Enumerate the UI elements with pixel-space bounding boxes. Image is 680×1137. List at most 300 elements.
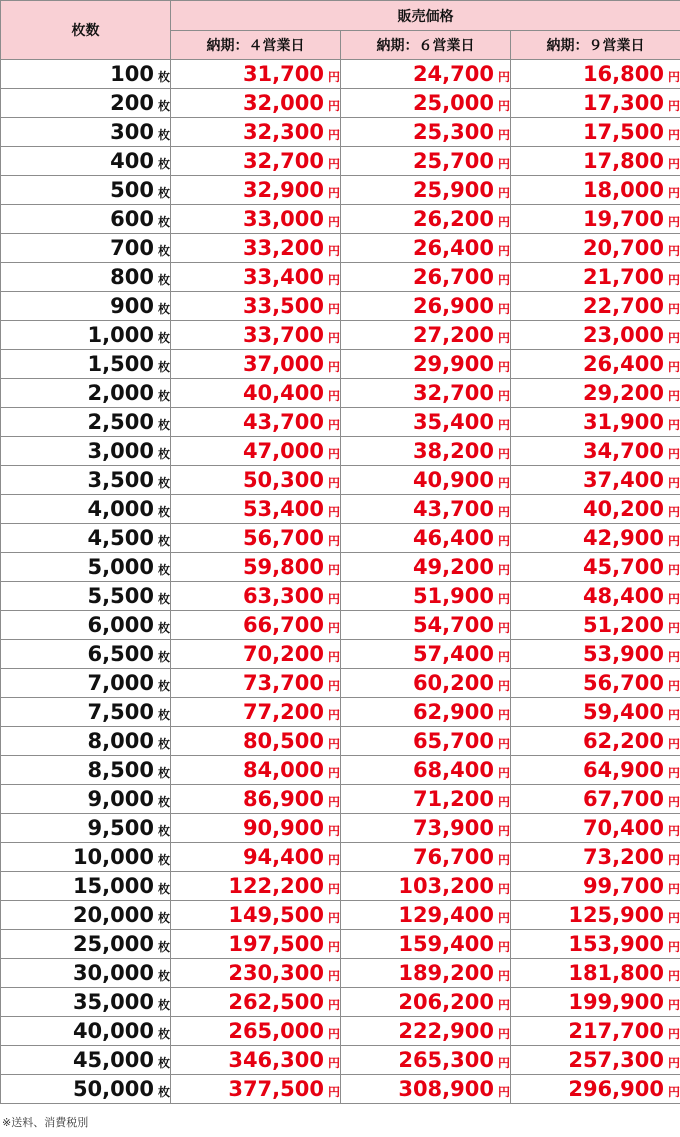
price-cell — [341, 350, 511, 379]
table-row — [1, 669, 680, 698]
price-value: 33,500 — [242, 294, 324, 318]
qty-value: 900 — [110, 294, 154, 318]
price-cell — [511, 263, 680, 292]
price-cell — [511, 408, 680, 437]
price-unit: 円 — [327, 1085, 340, 1099]
price-cell — [511, 988, 680, 1017]
price-cell — [341, 176, 511, 205]
price-cell — [341, 756, 511, 785]
price-unit: 円 — [667, 70, 680, 84]
price-value: 80,500 — [242, 729, 324, 753]
price-cell — [171, 263, 341, 292]
price-unit: 円 — [667, 650, 680, 664]
price-value: 45,700 — [582, 555, 664, 579]
qty-cell — [1, 959, 171, 988]
price-value: 153,900 — [568, 932, 664, 956]
price-unit: 円 — [327, 679, 340, 693]
qty-cell — [1, 553, 171, 582]
price-unit: 円 — [497, 853, 510, 867]
price-value: 38,200 — [412, 439, 494, 463]
price-value: 43,700 — [412, 497, 494, 521]
price-value: 64,900 — [582, 758, 664, 782]
price-value: 54,700 — [412, 613, 494, 637]
price-unit: 円 — [497, 186, 510, 200]
price-unit: 円 — [327, 476, 340, 490]
price-unit: 円 — [667, 273, 680, 287]
qty-unit: 枚 — [157, 737, 170, 751]
price-value: 159,400 — [398, 932, 494, 956]
table-row — [1, 930, 680, 959]
table-row — [1, 1017, 680, 1046]
table-row — [1, 205, 680, 234]
price-value: 37,000 — [242, 352, 324, 376]
qty-value: 7,000 — [87, 671, 154, 695]
price-unit: 円 — [497, 621, 510, 635]
qty-unit: 枚 — [157, 273, 170, 287]
price-unit: 円 — [667, 998, 680, 1012]
qty-cell — [1, 1017, 171, 1046]
price-cell — [341, 60, 511, 89]
price-unit: 円 — [497, 795, 510, 809]
price-value: 26,400 — [412, 236, 494, 260]
qty-unit: 枚 — [157, 215, 170, 229]
price-unit: 円 — [327, 534, 340, 548]
price-value: 62,900 — [412, 700, 494, 724]
price-cell — [341, 698, 511, 727]
price-cell — [171, 524, 341, 553]
price-unit: 円 — [327, 708, 340, 722]
qty-value: 6,500 — [87, 642, 154, 666]
price-value: 59,800 — [242, 555, 324, 579]
price-cell — [341, 611, 511, 640]
price-cell — [511, 582, 680, 611]
price-value: 29,900 — [412, 352, 494, 376]
price-cell — [171, 234, 341, 263]
price-unit: 円 — [327, 998, 340, 1012]
qty-value: 30,000 — [72, 961, 154, 985]
qty-cell — [1, 756, 171, 785]
delivery-6day-header: 納期：６営業日 — [341, 31, 511, 60]
qty-cell — [1, 350, 171, 379]
price-unit: 円 — [497, 708, 510, 722]
price-cell — [171, 495, 341, 524]
qty-value: 300 — [110, 120, 154, 144]
price-unit: 円 — [497, 244, 510, 258]
price-unit: 円 — [667, 302, 680, 316]
price-value: 26,700 — [412, 265, 494, 289]
price-value: 25,700 — [412, 149, 494, 173]
price-cell — [341, 901, 511, 930]
price-unit: 円 — [667, 447, 680, 461]
qty-unit: 枚 — [157, 940, 170, 954]
price-unit: 円 — [497, 99, 510, 113]
price-cell — [341, 814, 511, 843]
qty-unit: 枚 — [157, 331, 170, 345]
price-unit: 円 — [327, 853, 340, 867]
price-cell — [511, 147, 680, 176]
price-cell — [511, 553, 680, 582]
price-value: 60,200 — [412, 671, 494, 695]
price-unit: 円 — [667, 186, 680, 200]
table-row — [1, 582, 680, 611]
price-value: 149,500 — [228, 903, 324, 927]
qty-unit: 枚 — [157, 563, 170, 577]
price-cell — [341, 843, 511, 872]
qty-cell — [1, 379, 171, 408]
table-header — [1, 1, 680, 60]
price-unit: 円 — [497, 70, 510, 84]
table-row — [1, 901, 680, 930]
qty-value: 9,500 — [87, 816, 154, 840]
qty-value: 20,000 — [72, 903, 154, 927]
price-value: 22,700 — [582, 294, 664, 318]
price-cell — [171, 785, 341, 814]
price-cell — [511, 1017, 680, 1046]
table-row — [1, 176, 680, 205]
price-cell — [171, 901, 341, 930]
price-cell — [511, 350, 680, 379]
table-row — [1, 89, 680, 118]
price-value: 26,400 — [582, 352, 664, 376]
qty-value: 5,000 — [87, 555, 154, 579]
price-cell — [171, 756, 341, 785]
qty-unit: 枚 — [157, 447, 170, 461]
qty-cell — [1, 872, 171, 901]
table-row — [1, 959, 680, 988]
price-cell — [341, 872, 511, 901]
price-cell — [341, 321, 511, 350]
price-cell — [341, 408, 511, 437]
table-row — [1, 495, 680, 524]
qty-value: 700 — [110, 236, 154, 260]
qty-unit: 枚 — [157, 592, 170, 606]
price-unit: 円 — [667, 679, 680, 693]
price-unit: 円 — [497, 969, 510, 983]
price-value: 31,900 — [582, 410, 664, 434]
price-unit: 円 — [667, 969, 680, 983]
price-value: 33,000 — [242, 207, 324, 231]
qty-cell — [1, 437, 171, 466]
qty-cell — [1, 1075, 171, 1104]
price-cell — [171, 872, 341, 901]
price-cell — [341, 263, 511, 292]
price-value: 32,300 — [242, 120, 324, 144]
table-row — [1, 292, 680, 321]
qty-cell — [1, 292, 171, 321]
price-value: 51,200 — [582, 613, 664, 637]
price-value: 32,900 — [242, 178, 324, 202]
qty-unit: 枚 — [157, 853, 170, 867]
price-cell — [511, 727, 680, 756]
price-value: 67,700 — [582, 787, 664, 811]
table-row — [1, 814, 680, 843]
price-unit: 円 — [667, 592, 680, 606]
qty-value: 35,000 — [72, 990, 154, 1014]
table-row — [1, 60, 680, 89]
qty-unit: 枚 — [157, 70, 170, 84]
qty-value: 200 — [110, 91, 154, 115]
qty-value: 5,500 — [87, 584, 154, 608]
price-unit: 円 — [327, 824, 340, 838]
price-value: 18,000 — [582, 178, 664, 202]
qty-value: 2,000 — [87, 381, 154, 405]
price-cell — [341, 959, 511, 988]
price-value: 103,200 — [398, 874, 494, 898]
qty-unit: 枚 — [157, 766, 170, 780]
price-value: 17,800 — [582, 149, 664, 173]
price-unit: 円 — [327, 331, 340, 345]
price-value: 47,000 — [242, 439, 324, 463]
price-value: 199,900 — [568, 990, 664, 1014]
price-unit: 円 — [497, 563, 510, 577]
price-value: 56,700 — [242, 526, 324, 550]
price-cell — [511, 176, 680, 205]
qty-cell — [1, 205, 171, 234]
qty-value: 100 — [110, 62, 154, 86]
price-value: 206,200 — [398, 990, 494, 1014]
qty-unit: 枚 — [157, 998, 170, 1012]
price-unit: 円 — [327, 302, 340, 316]
price-value: 70,400 — [582, 816, 664, 840]
price-value: 42,900 — [582, 526, 664, 550]
price-value: 262,500 — [228, 990, 324, 1014]
price-unit: 円 — [497, 592, 510, 606]
price-cell — [171, 988, 341, 1017]
table-row — [1, 785, 680, 814]
qty-value: 3,000 — [87, 439, 154, 463]
price-cell — [341, 1046, 511, 1075]
price-unit: 円 — [327, 273, 340, 287]
price-unit: 円 — [327, 70, 340, 84]
table-row — [1, 727, 680, 756]
price-unit: 円 — [497, 679, 510, 693]
price-value: 33,700 — [242, 323, 324, 347]
price-cell — [511, 640, 680, 669]
price-value: 31,700 — [242, 62, 324, 86]
qty-cell — [1, 843, 171, 872]
price-value: 48,400 — [582, 584, 664, 608]
price-value: 26,900 — [412, 294, 494, 318]
price-unit: 円 — [667, 534, 680, 548]
table-row — [1, 524, 680, 553]
price-unit: 円 — [497, 360, 510, 374]
qty-value: 40,000 — [72, 1019, 154, 1043]
qty-cell — [1, 988, 171, 1017]
price-cell — [511, 872, 680, 901]
price-value: 122,200 — [228, 874, 324, 898]
price-cell — [171, 147, 341, 176]
qty-value: 9,000 — [87, 787, 154, 811]
price-cell — [171, 466, 341, 495]
qty-unit: 枚 — [157, 882, 170, 896]
price-value: 40,200 — [582, 497, 664, 521]
qty-unit: 枚 — [157, 824, 170, 838]
price-cell — [511, 321, 680, 350]
price-unit: 円 — [667, 708, 680, 722]
price-value: 296,900 — [568, 1077, 664, 1101]
qty-cell — [1, 89, 171, 118]
price-unit: 円 — [497, 331, 510, 345]
price-unit: 円 — [667, 157, 680, 171]
qty-value: 15,000 — [72, 874, 154, 898]
qty-value: 3,500 — [87, 468, 154, 492]
qty-cell — [1, 524, 171, 553]
qty-cell — [1, 263, 171, 292]
price-unit: 円 — [667, 737, 680, 751]
qty-unit: 枚 — [157, 244, 170, 258]
price-cell — [341, 89, 511, 118]
price-value: 63,300 — [242, 584, 324, 608]
qty-cell — [1, 611, 171, 640]
price-cell — [171, 553, 341, 582]
price-cell — [511, 89, 680, 118]
price-value: 33,200 — [242, 236, 324, 260]
qty-cell — [1, 466, 171, 495]
price-cell — [171, 640, 341, 669]
price-value: 27,200 — [412, 323, 494, 347]
price-cell — [511, 843, 680, 872]
price-cell — [511, 437, 680, 466]
price-cell — [171, 437, 341, 466]
price-value: 56,700 — [582, 671, 664, 695]
qty-value: 6,000 — [87, 613, 154, 637]
price-cell — [341, 640, 511, 669]
price-cell — [341, 669, 511, 698]
price-cell — [511, 524, 680, 553]
price-unit: 円 — [667, 911, 680, 925]
price-value: 35,400 — [412, 410, 494, 434]
price-cell — [341, 1017, 511, 1046]
price-unit: 円 — [327, 157, 340, 171]
price-unit: 円 — [327, 215, 340, 229]
price-cell — [341, 466, 511, 495]
price-value: 94,400 — [242, 845, 324, 869]
price-unit: 円 — [667, 824, 680, 838]
qty-cell — [1, 321, 171, 350]
qty-unit: 枚 — [157, 476, 170, 490]
price-cell — [171, 176, 341, 205]
qty-cell — [1, 814, 171, 843]
price-value: 29,200 — [582, 381, 664, 405]
price-cell — [511, 118, 680, 147]
price-value: 53,400 — [242, 497, 324, 521]
price-cell — [171, 959, 341, 988]
qty-unit: 枚 — [157, 679, 170, 693]
price-cell — [511, 466, 680, 495]
table-row — [1, 408, 680, 437]
table-row — [1, 698, 680, 727]
price-value: 40,900 — [412, 468, 494, 492]
footnote: ※送料、消費税別 — [2, 1116, 89, 1129]
price-unit: 円 — [497, 1027, 510, 1041]
price-value: 59,400 — [582, 700, 664, 724]
qty-cell — [1, 234, 171, 263]
price-unit: 円 — [327, 244, 340, 258]
price-unit: 円 — [327, 447, 340, 461]
table-row — [1, 1075, 680, 1104]
price-unit: 円 — [497, 766, 510, 780]
price-cell — [511, 1046, 680, 1075]
qty-unit: 枚 — [157, 911, 170, 925]
qty-value: 4,500 — [87, 526, 154, 550]
price-value: 71,200 — [412, 787, 494, 811]
qty-cell — [1, 176, 171, 205]
price-unit: 円 — [667, 1085, 680, 1099]
price-cell — [341, 727, 511, 756]
price-cell — [341, 205, 511, 234]
price-cell — [511, 495, 680, 524]
price-value: 76,700 — [412, 845, 494, 869]
qty-value: 400 — [110, 149, 154, 173]
qty-value: 45,000 — [72, 1048, 154, 1072]
table-row — [1, 843, 680, 872]
price-cell — [511, 756, 680, 785]
price-cell — [341, 379, 511, 408]
price-value: 90,900 — [242, 816, 324, 840]
price-value: 17,500 — [582, 120, 664, 144]
price-cell — [171, 843, 341, 872]
qty-cell — [1, 930, 171, 959]
qty-unit: 枚 — [157, 1085, 170, 1099]
price-unit: 円 — [667, 360, 680, 374]
price-unit: 円 — [667, 128, 680, 142]
price-value: 19,700 — [582, 207, 664, 231]
table-row — [1, 147, 680, 176]
price-unit: 円 — [497, 911, 510, 925]
price-cell — [171, 669, 341, 698]
qty-value: 500 — [110, 178, 154, 202]
price-value: 77,200 — [242, 700, 324, 724]
price-cell — [341, 292, 511, 321]
price-value: 46,400 — [412, 526, 494, 550]
price-value: 17,300 — [582, 91, 664, 115]
qty-value: 25,000 — [72, 932, 154, 956]
price-unit: 円 — [667, 853, 680, 867]
table-row — [1, 234, 680, 263]
price-unit: 円 — [327, 1027, 340, 1041]
table-row — [1, 466, 680, 495]
price-value: 43,700 — [242, 410, 324, 434]
qty-value: 7,500 — [87, 700, 154, 724]
price-cell — [511, 785, 680, 814]
price-cell — [171, 1046, 341, 1075]
table-row — [1, 437, 680, 466]
price-cell — [171, 1075, 341, 1104]
price-unit: 円 — [327, 621, 340, 635]
price-unit: 円 — [497, 418, 510, 432]
price-value: 20,700 — [582, 236, 664, 260]
price-cell — [171, 205, 341, 234]
price-unit: 円 — [327, 1056, 340, 1070]
qty-value: 800 — [110, 265, 154, 289]
price-cell — [511, 60, 680, 89]
price-unit: 円 — [667, 244, 680, 258]
price-value: 34,700 — [582, 439, 664, 463]
price-unit: 円 — [327, 940, 340, 954]
qty-unit: 枚 — [157, 389, 170, 403]
price-unit: 円 — [497, 273, 510, 287]
qty-unit: 枚 — [157, 186, 170, 200]
price-value: 53,900 — [582, 642, 664, 666]
price-cell — [171, 379, 341, 408]
qty-unit: 枚 — [157, 157, 170, 171]
price-cell — [171, 408, 341, 437]
table-row — [1, 1046, 680, 1075]
price-unit: 円 — [327, 795, 340, 809]
price-value: 189,200 — [398, 961, 494, 985]
price-unit: 円 — [327, 128, 340, 142]
qty-unit: 枚 — [157, 505, 170, 519]
